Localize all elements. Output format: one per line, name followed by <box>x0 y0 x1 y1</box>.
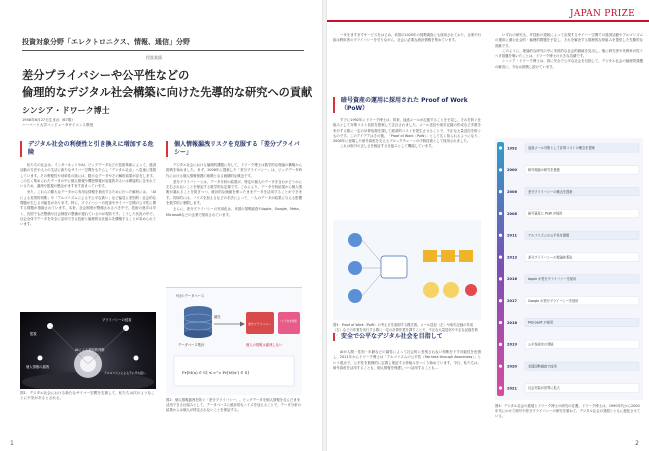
db-title: Y社のデータベース <box>176 294 205 298</box>
timeline-event: 暗号理論の研究を推進 <box>528 168 560 173</box>
figure-2-caption: 図2：個人情報漏洩を防ぐ「差分プライバシー」。ビッグデータを個人情報を含んだまま活用できる仕組みとして、データベースに統計的なノイズを加えることで、データ分析の結果からは個人が特定されないことを保証する。 <box>166 398 301 412</box>
timeline-dot <box>499 212 502 215</box>
research-timeline <box>495 138 643 400</box>
timeline-year: 2019 <box>507 342 518 347</box>
timeline-event: Google が差分プライバシーを採用 <box>528 298 579 303</box>
timeline-year: 2021 <box>507 386 518 391</box>
pow-illustration <box>333 220 481 320</box>
noise-result-box <box>278 312 300 334</box>
coin-icon <box>443 282 459 298</box>
timeline-bar <box>497 142 504 396</box>
title-line-2: 倫理的なデジタル社会構築に向けた先導的な研究への貢献 <box>22 85 313 99</box>
figure-4-timeline <box>495 138 643 400</box>
figure-2-diagram <box>166 287 302 395</box>
paragraph: すでに1992年にドワーク博士は、将来、迷惑メールが氾濫することを予見し、それを防ぐ仕組みとして対策コスト負担を提案して注目されました。メール送信や取引記録の作成など多数を実行する際に一定の計算処理を課して経済的コストを発生させることで、不正な大量送信を防ぐものです。このアイデアはその後、「Proof of Work（PoW）」として広く知られるようになり、2008年に登場した暗号資産を支えるブロックチェーンの中核技術として採用されました。 <box>333 118 481 144</box>
photo-label-leak: 個人情報の漏洩 <box>26 365 50 369</box>
attribute-label: 属性 <box>214 315 221 319</box>
section-body-differential-privacy <box>166 163 302 283</box>
timeline-dot <box>499 365 502 368</box>
timeline-year: 2006 <box>507 189 518 194</box>
no-leak-label: 個人の情報は漏洩しない <box>246 343 283 347</box>
japan-prize-logo: JAPAN PRIZE <box>569 9 635 19</box>
timeline-dot <box>499 343 502 346</box>
surveillance-illustration <box>20 312 156 389</box>
paragraph: これは取引の正しさを検証する仕組みとして機能しています。 <box>340 144 435 149</box>
section-body-pow <box>333 118 481 216</box>
timeline-dot <box>499 277 502 280</box>
timeline-dot <box>499 299 502 302</box>
sender-icon <box>348 233 362 247</box>
timeline-year: 2016 <box>507 277 518 282</box>
paragraph: デジタル社会における倫理的課題に対して、ドワーク博士は数学的な理論の構築から挑戦を始めました。まず、2006年に提案した「差分プライバシー」は、ビッグデータ時代における個人情報保護の基礎となる画期的な概念です。 <box>166 163 302 178</box>
figure-3-pow <box>333 220 481 320</box>
paragraph: いずれの研究も、IT技術の発展によって出現するサイバー空間での経済活動やアルゴリズムの運用に潜む社会的・倫理的問題を予見し、それを解決する数理的な枠組みを提供した先駆的な貢献です。 <box>495 33 643 48</box>
timeline-dot <box>499 146 502 149</box>
timeline-year: 2018 <box>507 320 518 325</box>
paragraph: また、これらの膨大なデータから有用な情報を抽出するために行った解析には、「AIによる差別的判断」や「アルゴリズムによる不公平な扱い」など偏見と差別的・社会的な問題が生じる可能性があります。特に、プライバシーの侵害やサイバー空間の公平性に関する問題が指摘されています。本来、社会制度が整備されるべき中で、技術の進歩は早く、各国でも法整備や社会制度の整備が遅れているのが現状です。こうした状況の中で、社会全体でデータを安全に活用できる技術と倫理的な仕組みを構築することが求められています。 <box>20 190 156 227</box>
computer-icon <box>381 256 407 278</box>
paragraph: ータをますますサービスをはじめ、米国の2020年の国勢調査にも採用されており、企業や行政は利用者のプライバシーを守りながら、社会に必要な統計情報を集めています。 <box>333 33 481 43</box>
figure-3-caption: 図3：Proof of Work（PoW）の考え方を説明する模式図。メール送信（左）や取引記録の作成（右）などの作業を実行する際に一定の計算作業を課すことで、不正な大量送信や不正な記録を防ぐ。 <box>333 323 478 337</box>
coin-icon <box>423 282 439 298</box>
block-chain-icon <box>423 250 473 262</box>
section-heading-pow: 暗号資産の運用に採用された Proof of Work（PoW） <box>333 97 481 113</box>
timeline-event: 差分プライバシーの理論体系化 <box>528 255 573 260</box>
article-title <box>22 67 313 101</box>
timeline-dot <box>499 255 502 258</box>
section-heading-differential-privacy: 個人情報漏洩リスクを克服する「差分プライバシー」 <box>166 141 302 157</box>
timeline-event: Microsoft が採用 <box>528 320 554 325</box>
figure-1-caption: 図1：デジタル社会における新たなサイバー空間を支援して、私たちは次のようなことに不安があるとされる。 <box>20 391 155 400</box>
awardee-tag: 授賞業績 <box>146 55 162 60</box>
timeline-event: 米国国勢調査で採用 <box>528 364 557 369</box>
person-affiliation: ハーバード大学コンピュータサイエンス教授 <box>22 123 94 128</box>
timeline-year: 2013 <box>507 255 518 260</box>
sender-icon <box>348 261 362 275</box>
title-line-1: 差分プライバシーや公平性などの <box>22 68 190 82</box>
page-number-right: 2 <box>635 440 639 447</box>
left-page <box>0 0 322 451</box>
timeline-dot <box>499 386 502 389</box>
figure-1-photo <box>20 312 156 389</box>
photo-label-surveillance: 監視 <box>30 332 37 336</box>
timeline-event: 公平性研究の発展 <box>528 342 554 347</box>
figure-4-caption: 図4：デジタル社会の進展とドワーク博士の研究の変遷。ドワーク博士は、1990年代から2000年代にかけて暗号や差分プライバシーの研究を重ねて、デジタル社会の発展とともに進化させている。 <box>495 404 641 418</box>
section-body-fair-society <box>333 350 481 442</box>
section-heading-fair-society: 安全で公平なデジタル社会を目指して <box>333 333 481 341</box>
timeline-year: 2017 <box>507 299 518 304</box>
timeline-event: 暗号資産に PoW が採用 <box>528 211 563 216</box>
timeline-year: 2000 <box>507 168 518 173</box>
timeline-event: Apple が差分プライバシーを採用 <box>528 277 577 282</box>
field-line: 投資対象分野「エレクトロニクス、情報、通信」分野 <box>22 38 190 46</box>
person-birth: 1958年6月27日生まれ（67歳） <box>22 118 75 122</box>
paragraph: このように、理論的な研究の中に実用的な社会的価値を見出し、後に研究者や実務家が従うべき基盤を築いたことは、ドワーク博士の大きな功績です。 <box>495 48 643 59</box>
timeline-year: 2011 <box>507 233 518 238</box>
timeline-year: 2008 <box>507 211 518 216</box>
section-body-digital-risk <box>20 163 156 303</box>
noise-result-label: ノイズ付き結果 <box>279 320 297 323</box>
dp-box-label: 差分プライバシー <box>248 322 271 326</box>
differential-privacy-diagram <box>166 288 302 395</box>
dp-formula: Pr[M(x) ∈ S] ≤ e^ε Pr[M(x') ∈ S] <box>182 370 249 375</box>
warning-icon <box>465 284 477 296</box>
timeline-year: 2020 <box>507 364 518 369</box>
paragraph: さらに、差分プライバシーの実用化は、米国の国勢調査やApple、Google、Meta、Microsoftなどの企業で採用されています。 <box>166 207 302 217</box>
person-info <box>22 118 93 129</box>
timeline-event: 社会実装が世界に拡大 <box>528 386 560 391</box>
timeline-event: 迷惑メール対策として計算コストの概念を提案 <box>528 146 595 151</box>
paragraph: 差分プライバシーとは、データ分析の結果が、特定の個人のデータを含むかどうかに左右されないことを保証する数学的な定義です。これにより、データ分析結果から個人情報が漏れることを防ぎつつ、統計的な価値を保ったままデータを活用することができます。具体的には、ノイズを加えるなどの手法によって、一人のデータが結果に与える影響を数学的に制限します。 <box>166 179 302 206</box>
field-rule <box>22 50 304 51</box>
photo-label-privacy: プライバシーの侵害 <box>102 318 132 322</box>
section-heading-digital-risk: デジタル社会の利便性と引き換えに増加する危険 <box>20 141 156 157</box>
photo-label-ai-bias: AIによる差別的判断 <box>75 348 105 352</box>
person-name: シンシア・ドワーク博士 <box>22 106 110 115</box>
timeline-event: 差分プライバシーの概念を提案 <box>528 189 573 194</box>
column-1-intro <box>333 33 481 93</box>
timeline-dot <box>499 190 502 193</box>
right-page <box>327 0 649 451</box>
sender-icon <box>348 289 362 303</box>
timeline-year: 1992 <box>507 146 518 151</box>
database-icon <box>184 306 212 338</box>
timeline-event: アルゴリズムの公平性を提唱 <box>528 233 570 238</box>
timeline-dot <box>499 234 502 237</box>
paragraph: 私たちの社会は、インターネットやAI、ビッグデータなどの技術革新によって、経済活動の方法や人々の生活に新たなサイバー空間をもたらし「デジタル社会」へ急速に発展しています。その利便性や効率性の陰には、膨大なデータやその解析結果が存在します。この広く集められたデータの中に個人情報や機密情報が直接的あるいは間接的に含まれているため、漏洩や監視の懸念がますます高まっています。 <box>20 163 156 189</box>
timeline-dot <box>499 321 502 324</box>
timeline-dot <box>499 168 502 171</box>
aggregate-label: データベース集計 <box>178 343 205 347</box>
page-number-left: 1 <box>10 440 14 447</box>
brand-rule <box>327 20 649 22</box>
photo-label-algorithm: アルゴリズムによる不公平な扱い <box>104 371 146 375</box>
paragraph: AIが人間・性別・年齢などの属性によって社会的に差別されない判断を下す可能性を危惧し、2011年からドワーク博士は「アルゴリズムの公平性（Fairness through Awareness）」という視点で、公平性を数理的に定義し保証する枠組みをつくり始めています。今日、私たちは、暗号資産を活用することも、個人情報を保護しつつ活用することも… <box>333 350 481 370</box>
paragraph: シンシア・ドワーク博士は、真に安全で公平な社会を目指して、デジタル社会の倫理的課題の解決に、今なお挑戦し続けています。 <box>495 59 643 69</box>
column-2-body <box>495 33 643 133</box>
